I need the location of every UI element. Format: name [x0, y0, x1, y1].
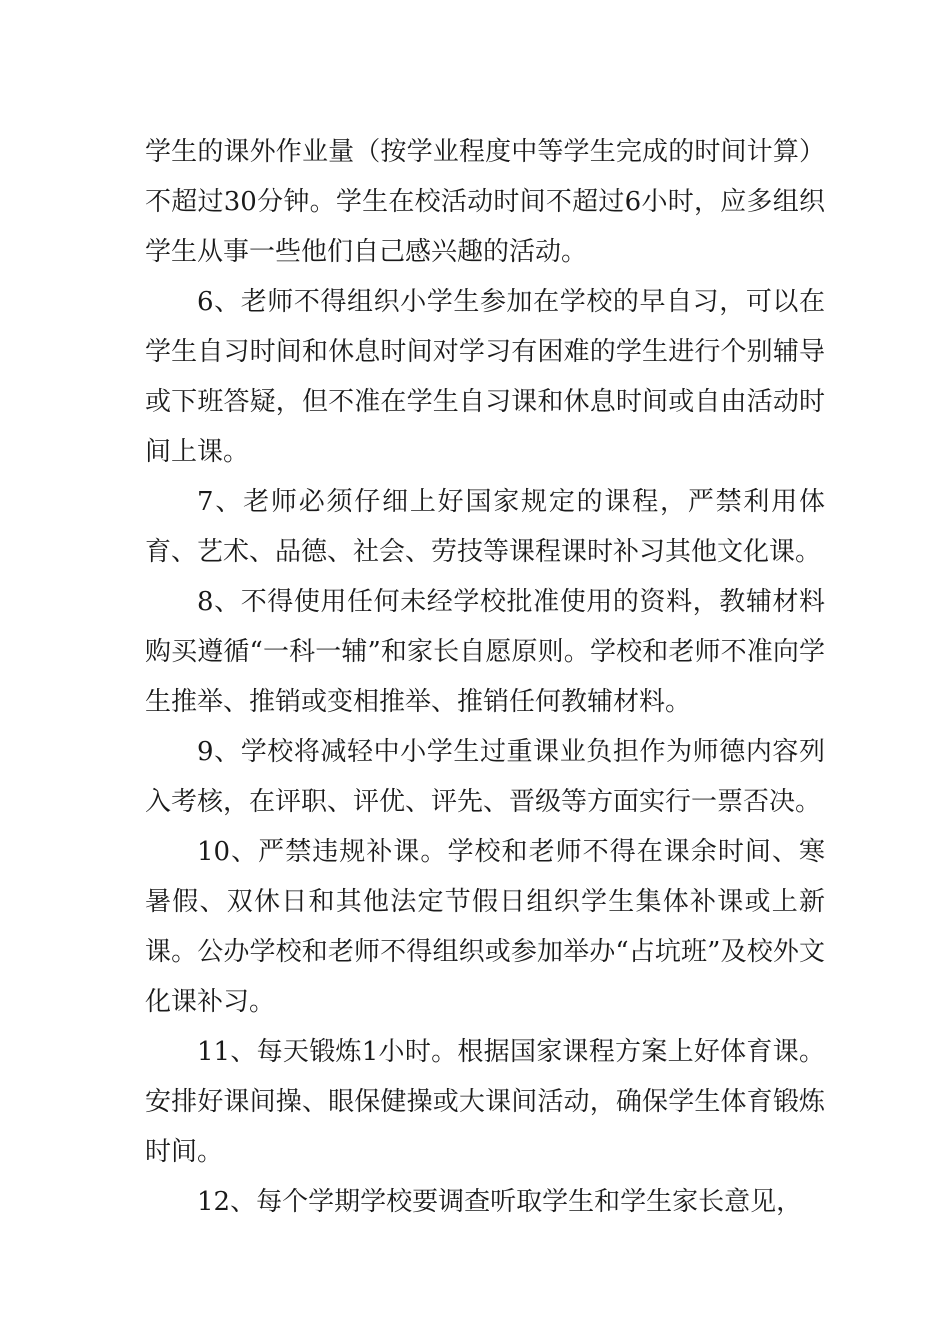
document-body: [145, 127, 825, 1227]
paragraph-item-10: 10、严禁违规补课。学校和老师不得在课余时间、寒暑假、双休日和其他法定节假日组织学生集体补课或上新课。公办学校和老师不得组织或参加举办“占坑班”及校外文化课补习。: [145, 837, 825, 1017]
paragraph-item-9: 9、学校将减轻中小学生过重课业负担作为师德内容列入考核，在评职、评优、评先、晋级等方面实行一票否决。: [145, 737, 825, 817]
paragraph-item-6: 6、老师不得组织小学生参加在学校的早自习，可以在学生自习时间和休息时间对学习有困难的学生进行个别辅导或下班答疑，但不准在学生自习课和休息时间或自由活动时间上课。: [145, 287, 825, 467]
paragraph-item-7: 7、老师必须仔细上好国家规定的课程，严禁利用体育、艺术、品德、社会、劳技等课程课时补习其他文化课。: [145, 487, 825, 567]
paragraph-continuation: 学生的课外作业量（按学业程度中等学生完成的时间计算）不超过30分钟。学生在校活动时间不超过6小时，应多组织学生从事一些他们自己感兴趣的活动。: [145, 137, 825, 267]
paragraph-item-8: 8、不得使用任何未经学校批准使用的资料，教辅材料购买遵循“一科一辅”和家长自愿原则。学校和老师不准向学生推举、推销或变相推举、推销任何教辅材料。: [145, 587, 825, 717]
paragraph-item-11: 11、每天锻炼1小时。根据国家课程方案上好体育课。安排好课间操、眼保健操或大课间活动，确保学生体育锻炼时间。: [145, 1037, 825, 1167]
paragraph-item-12: 12、每个学期学校要调查听取学生和学生家长意见，: [197, 1187, 803, 1217]
